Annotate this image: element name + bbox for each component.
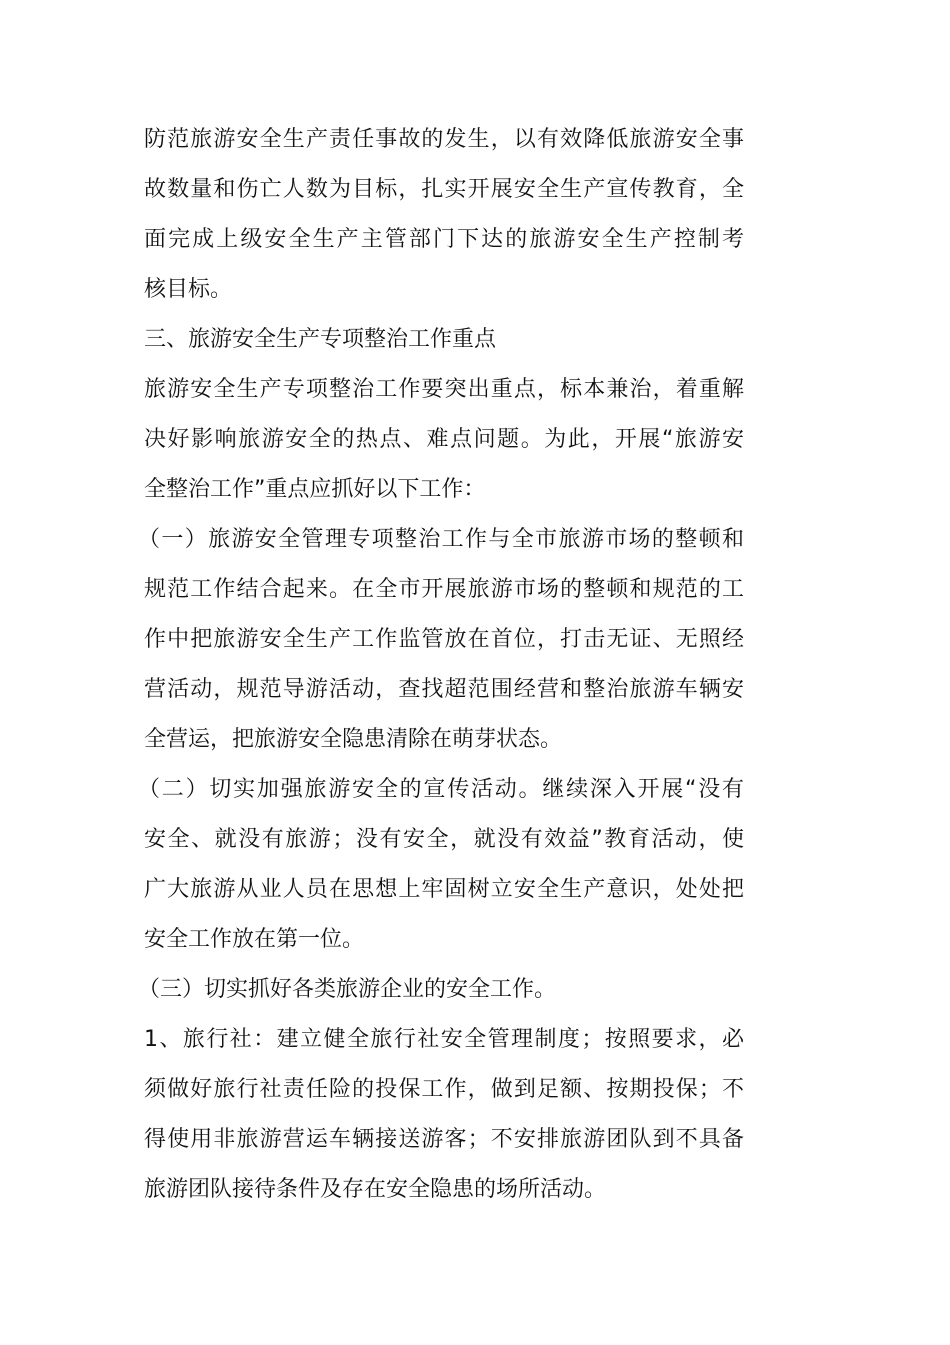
text-line: 全整治工作”重点应抓好以下工作： bbox=[144, 477, 486, 502]
text-line: 故数量和伤亡人数为目标，扎实开展安全生产宣传教育，全 bbox=[144, 177, 744, 202]
text-line: 规范工作结合起来。在全市开展旅游市场的整顿和规范的工 bbox=[144, 577, 744, 602]
text-line: 面完成上级安全生产主管部门下达的旅游安全生产控制考 bbox=[144, 227, 744, 252]
text-line: 安全、就没有旅游；没有安全，就没有效益”教育活动，使 bbox=[144, 827, 744, 852]
subsection-line: （一）旅游安全管理专项整治工作与全市旅游市场的整顿和 bbox=[138, 527, 744, 552]
text-line: 1、旅行社：建立健全旅行社安全管理制度；按照要求，必 bbox=[144, 1027, 744, 1052]
text-line: 营活动，规范导游活动，查找超范围经营和整治旅游车辆安 bbox=[144, 677, 744, 702]
text-line: 旅游安全生产专项整治工作要突出重点，标本兼治，着重解 bbox=[144, 377, 744, 402]
text-line: 全营运，把旅游安全隐患清除在萌芽状态。 bbox=[144, 727, 563, 752]
subsection-line: （二）切实加强旅游安全的宣传活动。继续深入开展“没有 bbox=[138, 777, 744, 802]
subsection-line: （三）切实抓好各类旅游企业的安全工作。 bbox=[138, 977, 557, 1002]
text-line: 核目标。 bbox=[144, 277, 233, 302]
text-line: 安全工作放在第一位。 bbox=[144, 927, 365, 952]
text-line: 作中把旅游安全生产工作监管放在首位，打击无证、无照经 bbox=[144, 627, 744, 652]
text-line: 须做好旅行社责任险的投保工作，做到足额、按期投保；不 bbox=[144, 1077, 744, 1102]
text-line: 广大旅游从业人员在思想上牢固树立安全生产意识，处处把 bbox=[144, 877, 744, 902]
text-line: 决好影响旅游安全的热点、难点问题。为此，开展“旅游安 bbox=[144, 427, 744, 452]
text-line: 旅游团队接待条件及存在安全隐患的场所活动。 bbox=[144, 1177, 607, 1202]
text-line: 得使用非旅游营运车辆接送游客；不安排旅游团队到不具备 bbox=[144, 1127, 744, 1152]
text-line: 防范旅游安全生产责任事故的发生，以有效降低旅游安全事 bbox=[144, 127, 744, 152]
section-heading: 三、旅游安全生产专项整治工作重点 bbox=[144, 327, 497, 352]
